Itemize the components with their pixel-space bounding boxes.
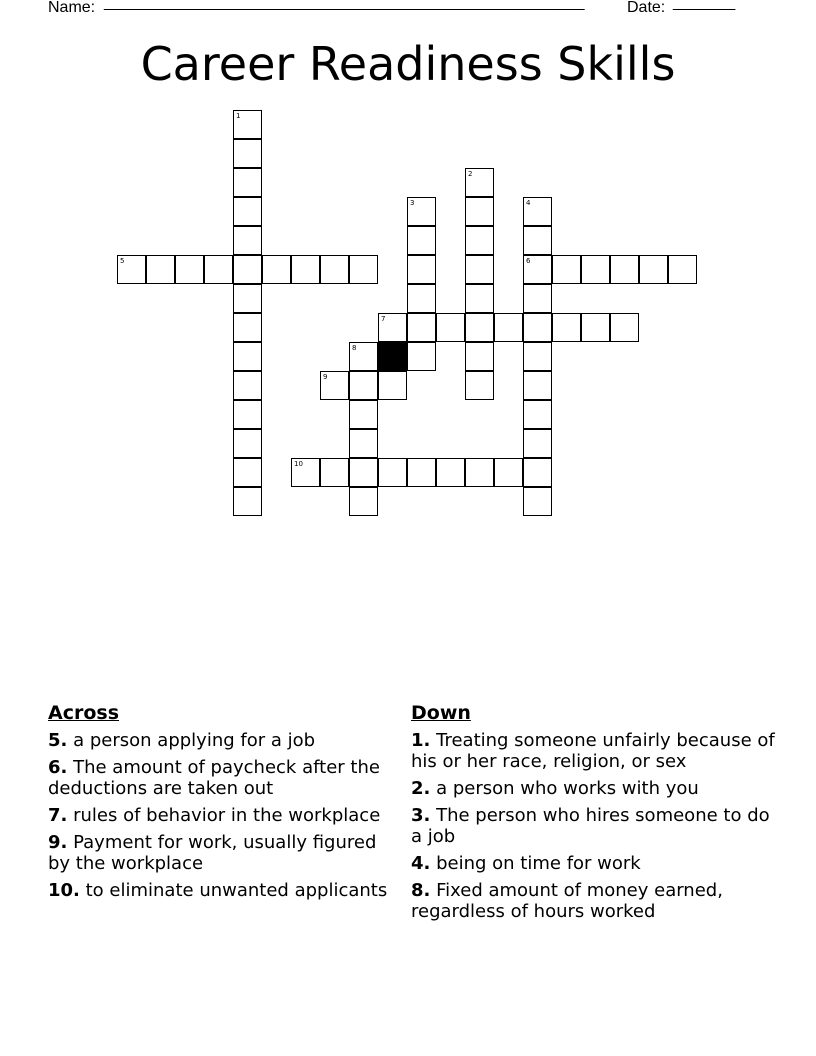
grid-cell[interactable]	[349, 400, 378, 429]
grid-cell[interactable]	[349, 429, 378, 458]
grid-cell[interactable]	[581, 313, 610, 342]
grid-cell[interactable]	[523, 226, 552, 255]
clue-number: 9	[323, 373, 328, 381]
grid-cell[interactable]	[233, 429, 262, 458]
clue-number: 5	[120, 257, 125, 265]
black-cell	[378, 342, 407, 371]
clue-across-6: 6. The amount of paycheck after the deductions are taken out	[48, 757, 380, 799]
grid-cell[interactable]	[494, 313, 523, 342]
grid-cell[interactable]	[639, 255, 668, 284]
grid-cell[interactable]	[523, 487, 552, 516]
grid-cell[interactable]	[407, 458, 436, 487]
grid-cell[interactable]	[175, 255, 204, 284]
grid-cell[interactable]	[233, 110, 262, 139]
grid-cell[interactable]	[320, 255, 349, 284]
grid-cell[interactable]	[233, 197, 262, 226]
grid-cell[interactable]	[378, 313, 407, 342]
grid-cell[interactable]	[204, 255, 233, 284]
grid-cell[interactable]	[407, 342, 436, 371]
grid-cell[interactable]	[291, 255, 320, 284]
date-line[interactable]: _______	[673, 0, 736, 11]
grid-cell[interactable]	[349, 371, 378, 400]
grid-cell[interactable]	[262, 255, 291, 284]
grid-cell[interactable]	[378, 371, 407, 400]
grid-cell[interactable]	[668, 255, 697, 284]
grid-cell[interactable]	[349, 487, 378, 516]
clue-number: 8	[352, 344, 357, 352]
clue-across-5: 5. a person applying for a job	[48, 730, 316, 751]
grid-cell[interactable]	[523, 197, 552, 226]
date-label: Date:	[627, 0, 666, 16]
grid-cell[interactable]	[233, 255, 262, 284]
grid-cell[interactable]	[349, 342, 378, 371]
grid-cell[interactable]	[523, 284, 552, 313]
grid-cell[interactable]	[407, 284, 436, 313]
grid-cell[interactable]	[233, 342, 262, 371]
grid-cell[interactable]	[320, 458, 349, 487]
grid-cell[interactable]	[465, 371, 494, 400]
clue-down-1: 1. Treating someone unfairly because of his or her race, religion, or sex	[411, 730, 775, 772]
grid-cell[interactable]	[494, 458, 523, 487]
name-line[interactable]: ______________________________________________________	[104, 0, 585, 11]
grid-cell[interactable]	[233, 226, 262, 255]
grid-cell[interactable]	[523, 371, 552, 400]
name-label: Name:	[48, 0, 96, 16]
grid-cell[interactable]	[233, 371, 262, 400]
grid-cell[interactable]	[552, 255, 581, 284]
across-heading: Across	[48, 702, 120, 724]
grid-cell[interactable]	[320, 371, 349, 400]
grid-cell[interactable]	[233, 487, 262, 516]
grid-cell[interactable]	[523, 400, 552, 429]
grid-cell[interactable]	[233, 168, 262, 197]
grid-cell[interactable]	[465, 197, 494, 226]
grid-cell[interactable]	[233, 400, 262, 429]
clue-number: 3	[410, 199, 415, 207]
grid-cell[interactable]	[465, 313, 494, 342]
clue-across-7: 7. rules of behavior in the workplace	[48, 805, 381, 826]
grid-cell[interactable]	[349, 458, 378, 487]
grid-cell[interactable]	[552, 313, 581, 342]
grid-cell[interactable]	[233, 284, 262, 313]
clue-down-2: 2. a person who works with you	[411, 778, 699, 799]
across-clues	[48, 702, 393, 907]
clue-down-8: 8. Fixed amount of money earned, regardless of hours worked	[411, 880, 723, 922]
grid-cell[interactable]	[523, 429, 552, 458]
grid-cell[interactable]	[465, 284, 494, 313]
grid-cell[interactable]	[436, 313, 465, 342]
clue-number: 1	[236, 112, 241, 120]
clue-number: 6	[526, 257, 531, 265]
clue-number: 7	[381, 315, 386, 323]
clue-across-10: 10. to eliminate unwanted applicants	[48, 880, 388, 901]
grid-cell[interactable]	[523, 458, 552, 487]
grid-cell[interactable]	[523, 342, 552, 371]
clue-down-3: 3. The person who hires someone to do a job	[411, 805, 770, 847]
grid-cell[interactable]	[407, 313, 436, 342]
page-title: Career Readiness Skills	[140, 37, 676, 91]
grid-cell[interactable]	[378, 458, 407, 487]
grid-cell[interactable]	[465, 342, 494, 371]
clue-number: 10	[294, 460, 303, 468]
grid-cell[interactable]	[407, 197, 436, 226]
grid-cell[interactable]	[465, 458, 494, 487]
grid-cell[interactable]	[233, 139, 262, 168]
clue-down-4: 4. being on time for work	[411, 853, 641, 874]
grid-cell[interactable]	[436, 458, 465, 487]
grid-cell[interactable]	[523, 313, 552, 342]
grid-cell[interactable]	[233, 313, 262, 342]
grid-cell[interactable]	[523, 255, 552, 284]
grid-cell[interactable]	[465, 255, 494, 284]
grid-cell[interactable]	[349, 255, 378, 284]
clue-across-9: 9. Payment for work, usually figured by the workplace	[48, 832, 377, 874]
clue-number: 2	[468, 170, 473, 178]
grid-cell[interactable]	[291, 458, 320, 487]
grid-cell[interactable]	[465, 168, 494, 197]
grid-cell[interactable]	[233, 458, 262, 487]
grid-cell[interactable]	[117, 255, 146, 284]
grid-cell[interactable]	[407, 255, 436, 284]
down-clues	[411, 702, 781, 928]
down-heading: Down	[411, 702, 471, 724]
clue-number: 4	[526, 199, 531, 207]
grid-cell[interactable]	[146, 255, 175, 284]
grid-cell[interactable]	[610, 255, 639, 284]
grid-cell[interactable]	[407, 226, 436, 255]
grid-cell[interactable]	[581, 255, 610, 284]
grid-cell[interactable]	[610, 313, 639, 342]
grid-cell[interactable]	[465, 226, 494, 255]
